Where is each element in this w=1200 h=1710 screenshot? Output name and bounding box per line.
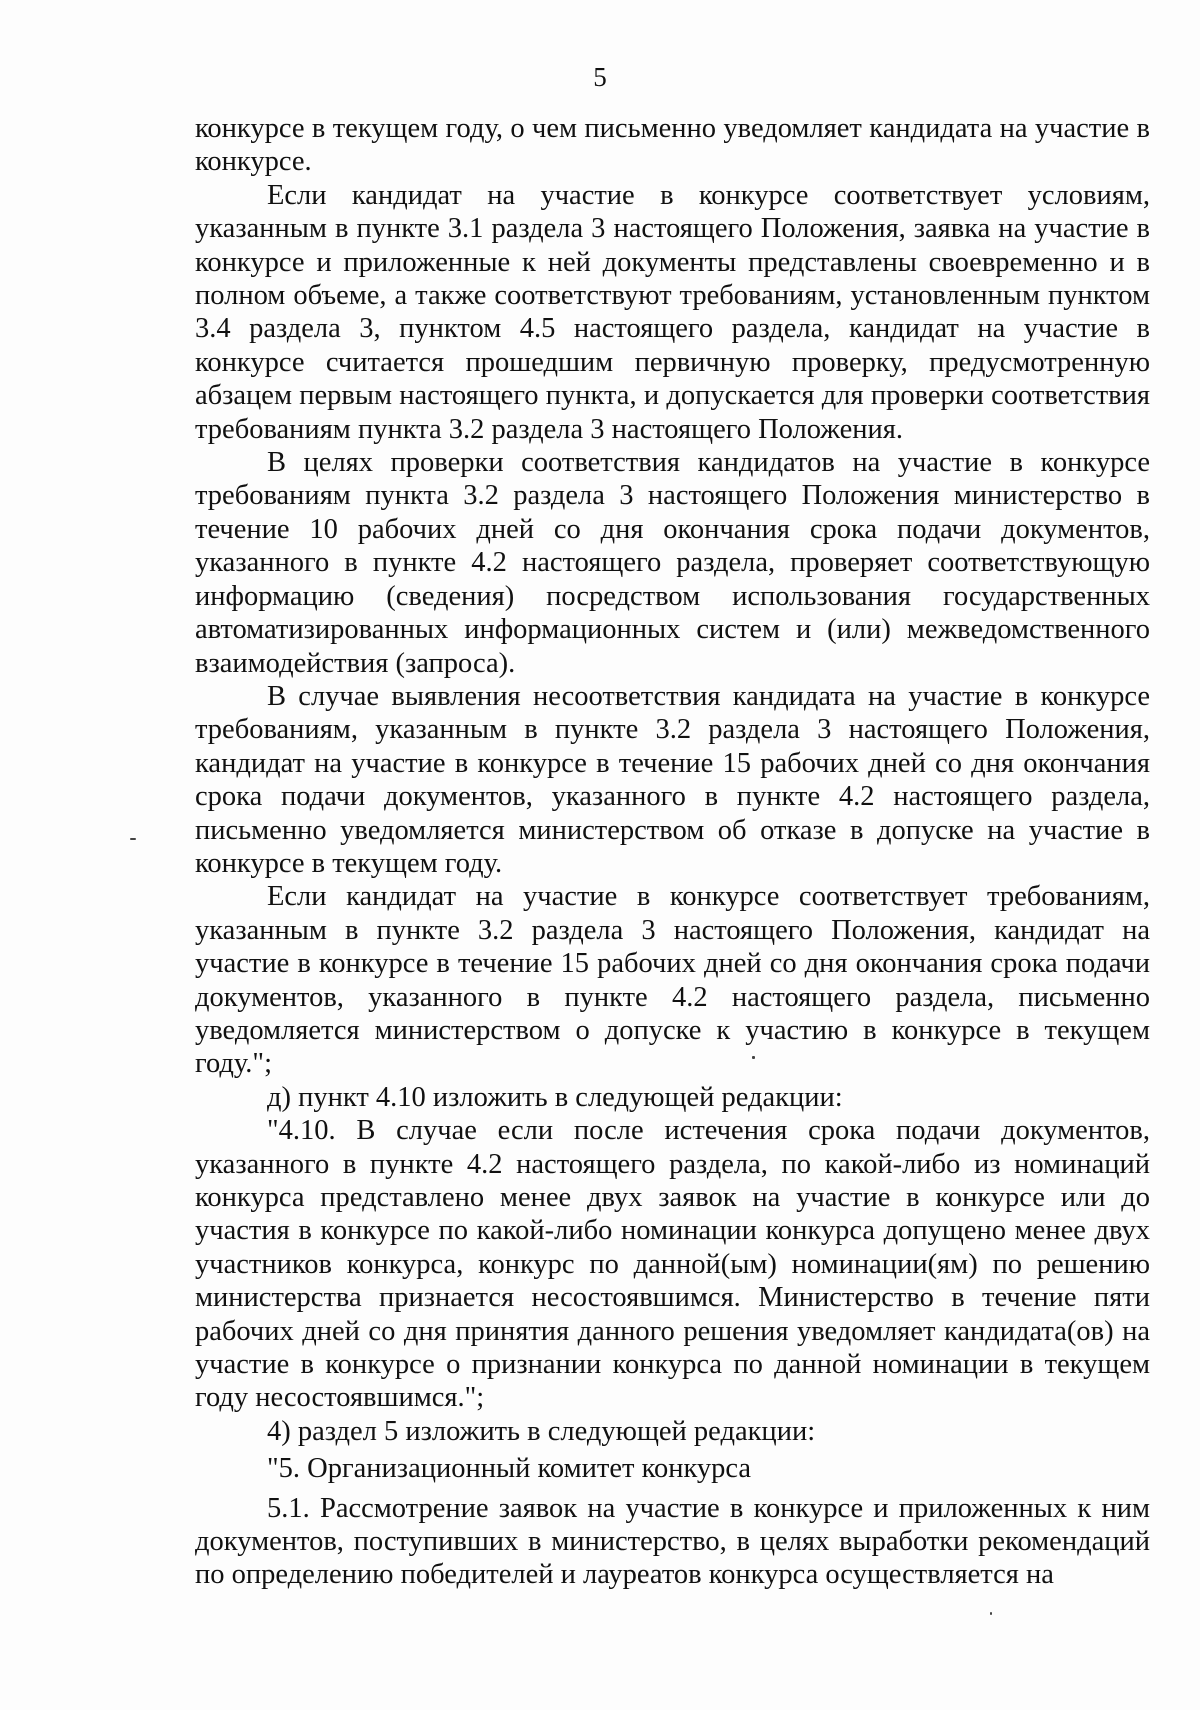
scan-mark [130, 838, 136, 840]
scan-mark [990, 1612, 992, 1615]
scan-mark [752, 1056, 755, 1059]
paragraph: В целях проверки соответствия кандидатов на участие в конкурсе требованиям пункта 3.2 раздела 3 настоящего Положения министерство в течение 10 рабочих дней со дня окончания срока подачи документов, указанного в пункте 4.2 настоящего раздела, проверяет соответствующую информацию (сведения) посредством использования государственных автоматизированных информационных систем и (или) межведомственного взаимодействия (запроса). [195, 447, 1150, 679]
section-heading: "5. Организационный комитет конкурса [267, 1453, 752, 1485]
paragraph: 5.1. Рассмотрение заявок на участие в конкурсе и приложенных к ним документов, поступивших в министерство, в целях выработки рекомендаций по определению победителей и лауреатов конкурса осуществляется на [195, 1492, 1150, 1591]
paragraph: В случае выявления несоответствия кандидата на участие в конкурсе требованиям, указанным в пункте 3.2 раздела 3 настоящего Положения, кандидат на участие в конкурсе в течение 15 рабочих дней со дня окончания срока подачи документов, указанного в пункте 4.2 настоящего раздела, письменно уведомляется министерством об отказе в допуске на участие в конкурсе в текущем году. [195, 680, 1150, 879]
page-number: 5 [593, 62, 607, 92]
paragraph: "4.10. В случае если после истечения срока подачи документов, указанного в пункте 4.2 настоящего раздела, по какой-либо из номинаций конкурса представлено менее двух заявок на участие в конкурсе или до участия в конкурсе по какой-либо номинации конкурса допущено менее двух участников конкурса, конкурс по данной(ым) номинации(ям) по решению министерства признается несостоявшимся. Министерство в течение пяти рабочих дней со дня принятия данного решения уведомляет кандидата(ов) на участие в конкурсе о признании конкурса по данной номинации в текущем году несостоявшимся."; [195, 1115, 1150, 1414]
paragraph: Если кандидат на участие в конкурсе соответствует условиям, указанным в пункте 3.1 раздела 3 настоящего Положения, заявка на участие в конкурсе и приложенные к ней документы представлены своевременно и в полном объеме, а также соответствуют требованиям, установленным пунктом 3.4 раздела 3, пунктом 4.5 настоящего раздела, кандидат на участие в конкурсе считается прошедшим первичную проверку, предусмотренную абзацем первым настоящего пункта, и допускается для проверки соответствия требованиям пункта 3.2 раздела 3 настоящего Положения. [195, 179, 1150, 445]
paragraph: 4) раздел 5 изложить в следующей редакции: [267, 1415, 816, 1447]
paragraph: Если кандидат на участие в конкурсе соответствует требованиям, указанным в пункте 3.2 раздела 3 настоящего Положения, кандидат на участие в конкурсе в течение 15 рабочих дней со дня окончания срока подачи документов, указанного в пункте 4.2 настоящего раздела, письменно уведомляется министерством о допуске к участию в конкурсе в текущем году."; [195, 881, 1150, 1080]
paragraph: конкурсе в текущем году, о чем письменно уведомляет кандидата на участие в конкурсе. [195, 113, 1150, 178]
paragraph: д) пункт 4.10 изложить в следующей редакции: [267, 1081, 843, 1113]
document-body [195, 112, 1150, 1592]
